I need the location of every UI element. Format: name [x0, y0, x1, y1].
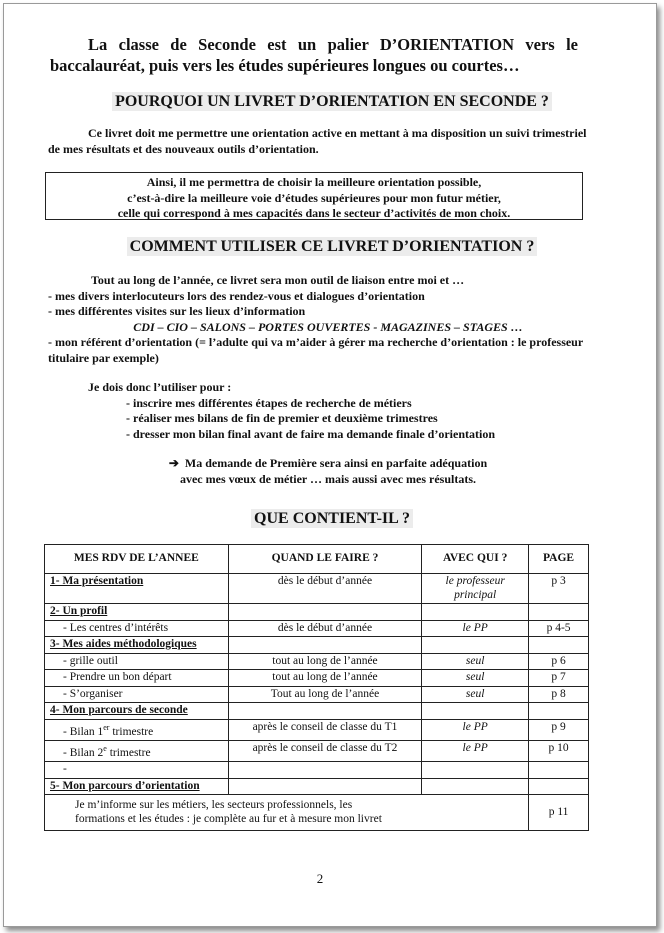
framed-note-line: celle qui correspond à mes capacités dans le secteur d’activités de mon choix.: [117, 206, 511, 220]
table-row: [45, 620, 589, 637]
item-text: trimestre: [106, 746, 151, 759]
item-cell: [45, 719, 229, 740]
who-cell: seul: [422, 653, 529, 670]
heading-comment: [40, 238, 624, 256]
conclusion-line: avec mes vœux de métier … mais aussi avec mes résultats.: [179, 471, 477, 486]
table-header-row: [45, 545, 589, 574]
heading-pourquoi-text: POURQUOI UN LIVRET D’ORIENTATION EN SECONDE ?: [112, 92, 552, 111]
section-cell: 4- Mon parcours de seconde: [45, 703, 229, 720]
usage-line: - mes différentes visites sur les lieux d’information: [48, 304, 306, 318]
heading-contenu: [40, 510, 624, 528]
table-row: [45, 703, 589, 720]
page-cell: p 7: [529, 670, 589, 687]
column-header: QUAND LE FAIRE ?: [228, 545, 422, 574]
usage-line: - mes divers interlocuteurs lors des rendez-vous et dialogues d’orientation: [48, 288, 425, 303]
page-cell: p 10: [529, 740, 589, 761]
page-cell: p 9: [529, 719, 589, 740]
table-row: [45, 795, 589, 831]
who-cell: seul: [422, 670, 529, 687]
usage-lead: Tout au long de l’année, ce livret sera mon outil de liaison entre moi et …: [91, 273, 465, 287]
when-cell: Tout au long de l’année: [228, 686, 422, 703]
usage-places: CDI – CIO – SALONS – PORTES OUVERTES - MAGAZINES – STAGES …: [133, 319, 523, 334]
description-cell: [45, 795, 529, 831]
when-cell: après le conseil de classe du T1: [228, 719, 422, 740]
item-text: trimestre: [109, 725, 154, 738]
who-cell: [422, 703, 529, 720]
framed-note-line: c’est-à-dire la meilleure voie d’études supérieures pour mon futur métier,: [127, 190, 501, 205]
ordinal-suffix: er: [103, 722, 110, 732]
description-text: Je m’informe sur les métiers, les secteurs professionnels, les formations et les études : je complète au fur et à mesure mon livret: [75, 799, 382, 825]
page-cell: p 4-5: [529, 620, 589, 637]
column-header: PAGE: [529, 545, 589, 574]
when-cell: [228, 762, 422, 779]
page-number: 2: [316, 871, 324, 886]
section-cell: 3- Mes aides méthodologiques: [45, 637, 229, 654]
section-cell: 5- Mon parcours d’orientation: [45, 778, 229, 795]
when-cell: [228, 703, 422, 720]
heading-pourquoi: [40, 93, 624, 111]
conclusion-line: [48, 456, 608, 472]
when-cell: dès le début d’année: [228, 620, 422, 637]
table-row: [45, 670, 589, 687]
who-cell: seul: [422, 686, 529, 703]
usage-line: - mon référent d’orientation (= l’adulte qui va m’aider à gérer ma recherche d’orientation : le professeur titulaire par exemple): [48, 335, 583, 365]
table-row: [45, 686, 589, 703]
when-cell: dès le début d’année: [228, 574, 422, 604]
who-cell: [422, 778, 529, 795]
table-row: [45, 653, 589, 670]
conclusion-text: Ma demande de Première sera ainsi en parfaite adéquation: [184, 456, 488, 470]
who-cell: le PP: [422, 719, 529, 740]
page-cell: [529, 703, 589, 720]
todo-section: [88, 380, 608, 442]
item-cell: [45, 740, 229, 761]
intro-paragraph: [50, 34, 578, 76]
when-cell: [228, 637, 422, 654]
page-cell: [529, 778, 589, 795]
when-cell: [228, 604, 422, 621]
item-text: - Bilan 1: [63, 725, 104, 738]
page-cell: [529, 762, 589, 779]
column-header: AVEC QUI ?: [422, 545, 529, 574]
when-cell: [228, 778, 422, 795]
table-row: [45, 740, 589, 761]
conclusion: [48, 456, 608, 487]
table-row: [45, 762, 589, 779]
page-cell: p 6: [529, 653, 589, 670]
purpose-paragraph: Ce livret doit me permettre une orientation active en mettant à ma disposition un suivi trimestriel de mes résultats et des nouveaux outils d’orientation.: [48, 126, 587, 156]
page-cell: p 8: [529, 686, 589, 703]
heading-contenu-text: QUE CONTIENT-IL ?: [251, 509, 413, 528]
page-cell: p 3: [529, 574, 589, 604]
table-row: [45, 719, 589, 740]
when-cell: tout au long de l’année: [228, 670, 422, 687]
item-text: - Bilan 2: [63, 746, 104, 759]
section-cell: 2- Un profil: [45, 604, 229, 621]
todo-lead: Je dois donc l’utiliser pour :: [88, 380, 232, 394]
item-cell: -: [45, 762, 229, 779]
column-header: MES RDV DE L’ANNEE: [45, 545, 229, 574]
table-row: [45, 574, 589, 604]
usage-section: [48, 273, 608, 366]
item-cell: - S’organiser: [45, 686, 229, 703]
who-cell: [422, 637, 529, 654]
item-cell: - Les centres d’intérêts: [45, 620, 229, 637]
section-cell: 1- Ma présentation: [45, 574, 229, 604]
page-cell: [529, 637, 589, 654]
item-cell: - grille outil: [45, 653, 229, 670]
arrow-right-icon: ➔: [168, 456, 179, 470]
who-cell: le PP: [422, 620, 529, 637]
heading-comment-text: COMMENT UTILISER CE LIVRET D’ORIENTATION ?: [127, 237, 538, 256]
table-row: [45, 604, 589, 621]
who-cell: le PP: [422, 740, 529, 761]
who-cell: [422, 604, 529, 621]
page-cell: [529, 604, 589, 621]
table-row: [45, 637, 589, 654]
item-cell: - Prendre un bon départ: [45, 670, 229, 687]
when-cell: après le conseil de classe du T2: [228, 740, 422, 761]
who-cell: le professeur principal: [422, 574, 529, 604]
framed-note-line: Ainsi, il me permettra de choisir la meilleure orientation possible,: [146, 175, 482, 189]
intro-text: La classe de Seconde est un palier D’ORIENTATION vers le baccalauréat, puis vers les études supérieures longues ou courtes…: [50, 35, 578, 75]
contents-table: [44, 544, 589, 831]
who-cell: [422, 762, 529, 779]
framed-note: [45, 172, 583, 220]
todo-item: - réaliser mes bilans de fin de premier et deuxième trimestres: [126, 411, 438, 425]
ordinal-suffix: e: [103, 743, 107, 753]
todo-item: - inscrire mes différentes étapes de recherche de métiers: [126, 395, 412, 410]
todo-item: - dresser mon bilan final avant de faire ma demande finale d’orientation: [126, 426, 495, 441]
table-row: [45, 778, 589, 795]
page-cell: p 11: [529, 795, 589, 831]
when-cell: tout au long de l’année: [228, 653, 422, 670]
